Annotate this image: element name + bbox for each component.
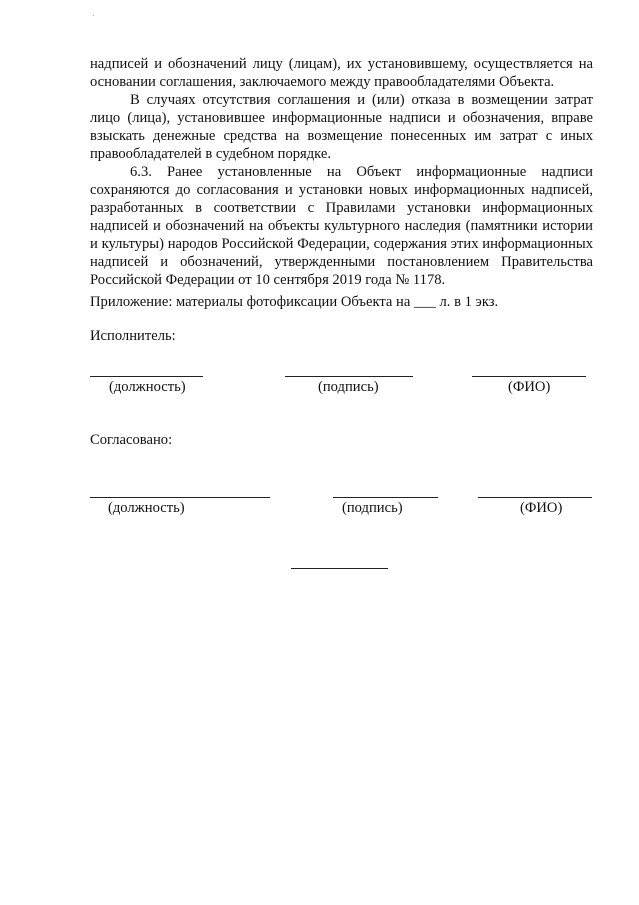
executor-name-line xyxy=(472,376,586,377)
scan-speck xyxy=(93,15,94,16)
paragraph-continuation: надписей и обозначений лицу (лицам), их установившему, осуществляется на основании соглашения, заключаемого между правообладателями Объекта. xyxy=(90,56,593,90)
executor-heading: Исполнитель: xyxy=(90,328,176,344)
executor-signature-caption: (подпись) xyxy=(318,379,379,395)
executor-name-caption: (ФИО) xyxy=(508,379,551,395)
paragraph-compensation: В случаях отсутствия соглашения и (или) отказа в возмещении затрат лицо (лица), установившее информационные надписи и обозначения, вправе взыскать денежные средства на возмещение понесенных им затрат с иных правообладателей в судебном порядке. xyxy=(90,92,593,162)
executor-position-line xyxy=(90,376,203,377)
agreed-signature-line xyxy=(333,497,438,498)
closing-separator xyxy=(291,568,388,569)
paragraph-6-3: 6.3. Ранее установленные на Объект информационные надписи сохраняются до согласования и установки новых информационных надписей, разработанных в соответствии с Правилами установки информационных надписей и обозначений на объекты культурного наследия (памятники истории и культуры) народов Российской Федерации, содержания этих информационных надписей и обозначений, утвержденными постановлением Правительства Российской Федерации от 10 сентября 2019 года № 1178. xyxy=(90,164,593,288)
attachment-line: Приложение: материалы фотофиксации Объекта на ___ л. в 1 экз. xyxy=(90,294,499,310)
agreed-position-line xyxy=(90,497,270,498)
agreed-name-line xyxy=(478,497,592,498)
agreed-name-caption: (ФИО) xyxy=(520,500,563,516)
agreed-position-caption: (должность) xyxy=(108,500,185,516)
executor-signature-line xyxy=(285,376,413,377)
executor-position-caption: (должность) xyxy=(109,379,186,395)
agreed-signature-caption: (подпись) xyxy=(342,500,403,516)
agreed-heading: Согласовано: xyxy=(90,432,173,448)
